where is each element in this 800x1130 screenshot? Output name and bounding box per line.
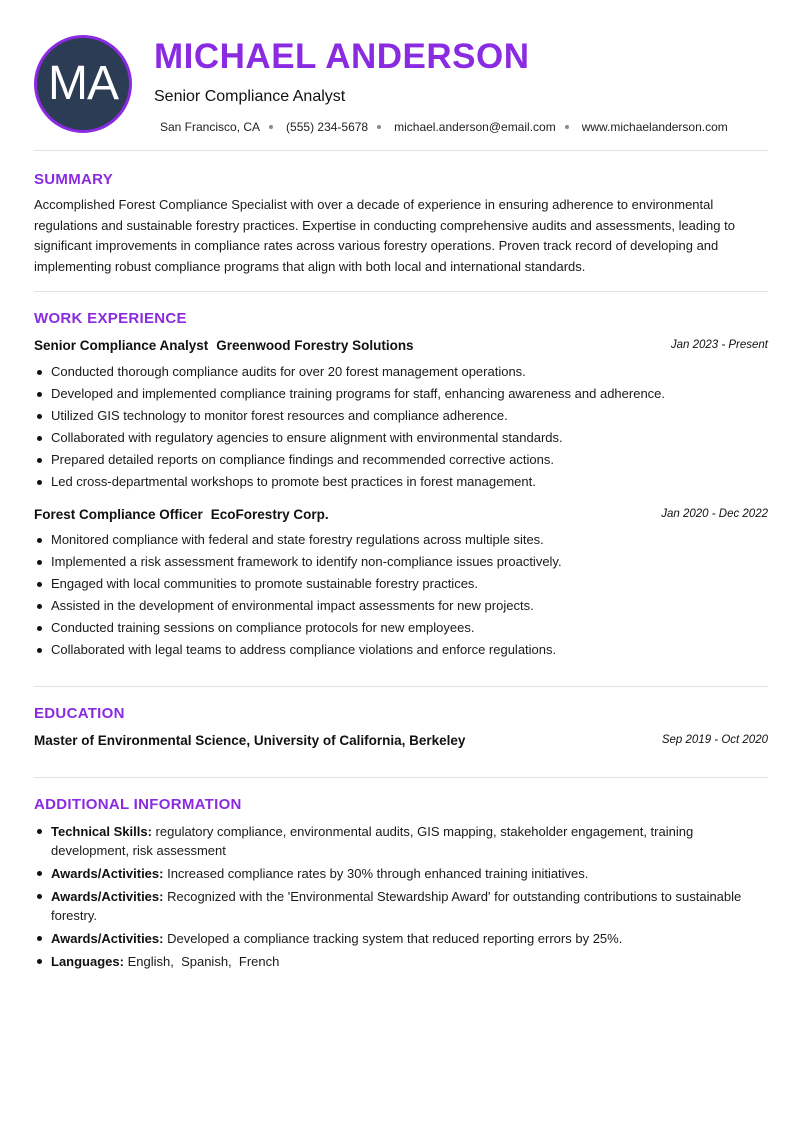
list-item: Collaborated with legal teams to address compliance violations and enforce regulations.: [34, 641, 768, 663]
list-item: [34, 864, 768, 883]
list-item: [34, 952, 768, 971]
job-header: [34, 507, 768, 522]
contact-bar: [160, 120, 728, 134]
job-role: Forest Compliance Officer: [34, 507, 203, 522]
info-text: Increased compliance rates by 30% through enhanced training initiatives.: [167, 866, 589, 881]
job-company: Greenwood Forestry Solutions: [216, 338, 414, 353]
avatar-initials: MA: [48, 57, 118, 110]
separator-dot-icon: [377, 125, 381, 129]
list-item: [34, 887, 768, 925]
contact-phone[interactable]: (555) 234-5678: [286, 120, 369, 134]
info-label: Awards/Activities:: [51, 866, 164, 881]
education-entry: [34, 733, 768, 748]
education-degree: Master of Environmental Science, University of California, Berkeley: [34, 733, 466, 748]
list-item: Implemented a risk assessment framework to identify non-compliance issues proactively.: [34, 553, 768, 575]
job-dates: Jan 2020 - Dec 2022: [661, 508, 768, 520]
job-company: EcoForestry Corp.: [210, 507, 329, 522]
job-bullet-list: [34, 363, 768, 495]
list-item: Engaged with local communities to promote sustainable forestry practices.: [34, 575, 768, 597]
job-bullet-list: [34, 531, 768, 663]
job-role: Senior Compliance Analyst: [34, 338, 209, 353]
section-divider: [34, 686, 768, 687]
job-title: Senior Compliance Analyst: [154, 88, 346, 105]
list-item: [34, 929, 768, 948]
separator-dot-icon: [565, 125, 569, 129]
info-text: English, Spanish, French: [127, 954, 280, 969]
info-label: Awards/Activities:: [51, 889, 164, 904]
section-divider: [34, 150, 768, 151]
list-item: Collaborated with regulatory agencies to ensure alignment with environmental standards.: [34, 429, 768, 451]
list-item: Conducted training sessions on compliance protocols for new employees.: [34, 619, 768, 641]
info-label: Languages:: [51, 954, 124, 969]
section-divider: [34, 777, 768, 778]
list-item: Developed and implemented compliance training programs for staff, enhancing awareness and adherence.: [34, 385, 768, 407]
section-divider: [34, 291, 768, 292]
experience-heading: WORK EXPERIENCE: [34, 310, 187, 327]
summary-heading: SUMMARY: [34, 171, 114, 188]
info-text: regulatory compliance, environmental audits, GIS mapping, stakeholder engagement, training development, risk assessment: [51, 824, 694, 858]
list-item: Led cross-departmental workshops to promote best practices in forest management.: [34, 473, 768, 495]
list-item: [34, 822, 768, 860]
avatar: [34, 35, 132, 133]
contact-location: San Francisco, CA: [160, 120, 261, 134]
summary-text: Accomplished Forest Compliance Specialist with over a decade of experience in ensuring adherence to environmental regulations and sustainable forestry practices. Expertise in conducting comprehensive audits and assessments, leading to significant improvements in compliance rates across various forestry operations. Proven track record of developing and implementing robust compliance programs that align with both local and international standards.: [34, 197, 735, 274]
list-item: Conducted thorough compliance audits for over 20 forest management operations.: [34, 363, 768, 385]
info-text: Developed a compliance tracking system that reduced reporting errors by 25%.: [167, 931, 623, 946]
additional-info-list: [34, 822, 768, 975]
education-dates: Sep 2019 - Oct 2020: [661, 734, 768, 746]
contact-website[interactable]: www.michaelanderson.com: [581, 120, 728, 134]
list-item: Prepared detailed reports on compliance findings and recommended corrective actions.: [34, 451, 768, 473]
separator-dot-icon: [269, 125, 273, 129]
list-item: Assisted in the development of environmental impact assessments for new projects.: [34, 597, 768, 619]
job-dates: Jan 2023 - Present: [670, 339, 768, 351]
list-item: Monitored compliance with federal and state forestry regulations across multiple sites.: [34, 531, 768, 553]
contact-email[interactable]: michael.anderson@email.com: [394, 120, 556, 134]
list-item: Utilized GIS technology to monitor forest resources and compliance adherence.: [34, 407, 768, 429]
additional-info-heading: ADDITIONAL INFORMATION: [34, 796, 242, 813]
info-text: Recognized with the 'Environmental Stewardship Award' for outstanding contributions to sustainable forestry.: [51, 889, 742, 923]
candidate-name: MICHAEL ANDERSON: [154, 37, 530, 76]
info-label: Technical Skills:: [51, 824, 152, 839]
education-heading: EDUCATION: [34, 705, 125, 722]
info-label: Awards/Activities:: [51, 931, 164, 946]
job-header: [34, 338, 768, 353]
